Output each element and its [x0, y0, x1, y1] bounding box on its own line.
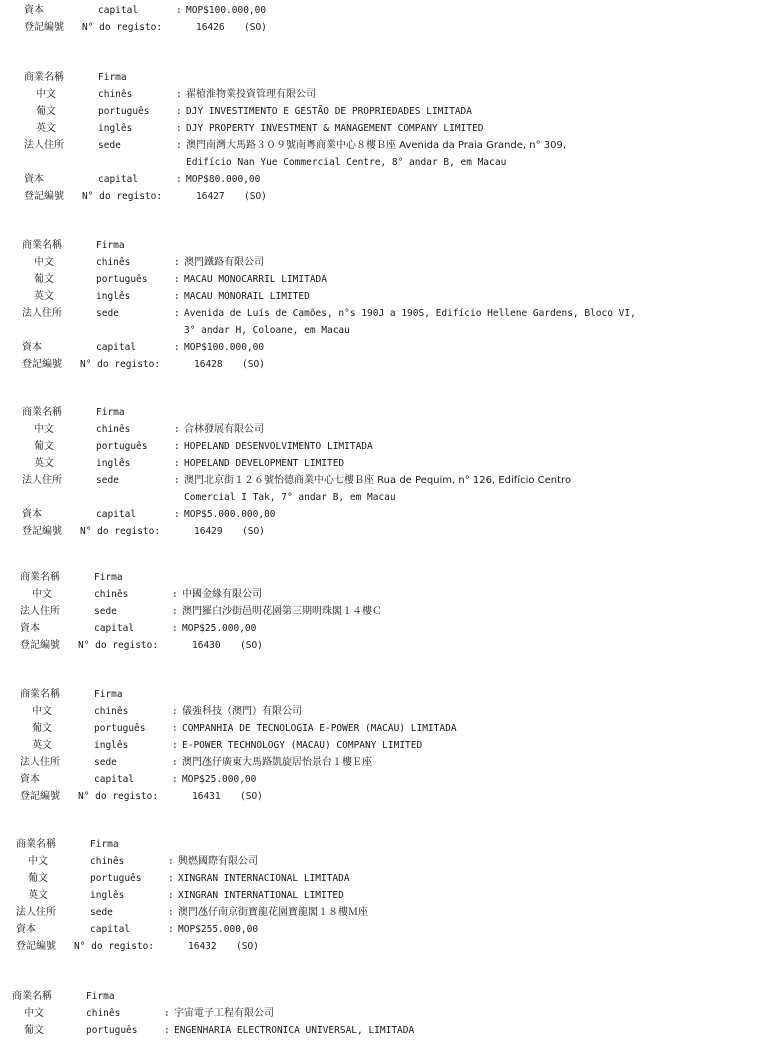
- sede-label-pt: sede: [94, 757, 117, 768]
- colon: :: [176, 106, 182, 117]
- colon: :: [164, 1025, 170, 1036]
- ingles-label-zh: 英文: [32, 740, 52, 751]
- registo-row: [24, 188, 744, 205]
- registo-suffix: (SO): [240, 640, 263, 651]
- sede-label-zh: 法人住所: [16, 907, 56, 918]
- registo-suffix: (SO): [242, 359, 265, 370]
- registo-number: 16429: [194, 526, 223, 537]
- portugues-label-pt: português: [98, 106, 150, 117]
- capital-label-pt: capital: [94, 623, 135, 634]
- ingles-label-zh: 英文: [34, 291, 54, 302]
- colon: :: [174, 308, 180, 319]
- capital-value: MOP$25.000,00: [182, 774, 257, 785]
- sede-row: [22, 305, 742, 339]
- colon: :: [168, 856, 174, 867]
- portugues-value: MACAU MONOCARRIL LIMITADA: [184, 274, 327, 285]
- ingles-value: HOPELAND DEVELOPMENT LIMITED: [184, 458, 345, 469]
- colon: :: [164, 1008, 170, 1019]
- registo-suffix: (SO): [244, 22, 267, 33]
- chines-value: 澳門鐵路有限公司: [184, 257, 264, 268]
- company-entry: [16, 836, 736, 955]
- capital-label-pt: capital: [96, 342, 137, 353]
- portugues-value: ENGENHARIA ELECTRONICA UNIVERSAL, LIMITADA: [174, 1025, 415, 1036]
- sede-row: [24, 137, 744, 171]
- chines-value: 宇宙電子工程有限公司: [174, 1008, 274, 1019]
- chines-label-pt: chinês: [96, 424, 131, 435]
- portugues-value: DJY INVESTIMENTO E GESTÃO DE PROPRIEDADES LIMITADA: [186, 106, 472, 117]
- chines-label-zh: 中文: [24, 1008, 44, 1019]
- portugues-value: HOPELAND DESENVOLVIMENTO LIMITADA: [184, 441, 373, 452]
- ingles-value: XINGRAN INTERNATIONAL LIMITED: [178, 890, 344, 901]
- sede-line-1: 澳門南灣大馬路３０９號南粵商業中心８樓Ｂ座 Avenida da Praia Grande, n° 309,: [186, 140, 567, 151]
- sede-value: [184, 305, 724, 339]
- firma-label-zh: 商業名稱: [16, 839, 56, 850]
- firma-row: [22, 404, 742, 421]
- chines-label-pt: chinês: [94, 706, 129, 717]
- colon: :: [174, 509, 180, 520]
- ingles-label-pt: inglês: [96, 291, 131, 302]
- ingles-value: MACAU MONORAIL LIMITED: [184, 291, 310, 302]
- capital-label-pt: capital: [94, 774, 135, 785]
- portugues-value: XINGRAN INTERNACIONAL LIMITADA: [178, 873, 350, 884]
- ingles-label-pt: inglês: [98, 123, 133, 134]
- portugues-label-zh: 葡文: [32, 723, 52, 734]
- sede-line-1: 澳門北京街１２６號怡德商業中心七樓Ｂ座 Rua de Pequim, n° 126, Edifício Centro: [184, 475, 572, 486]
- firma-label-zh: 商業名稱: [22, 240, 62, 251]
- registo-suffix: (SO): [244, 191, 267, 202]
- sede-label-pt: sede: [94, 606, 117, 617]
- colon: :: [174, 291, 180, 302]
- capital-row: [20, 620, 740, 637]
- company-entry: [22, 237, 742, 373]
- chines-row: [20, 703, 740, 720]
- firma-label-zh: 商業名稱: [12, 991, 52, 1002]
- ingles-row: [16, 887, 736, 904]
- sede-row: [20, 754, 740, 771]
- colon: :: [172, 774, 178, 785]
- registo-number: 16431: [192, 791, 221, 802]
- colon: :: [176, 123, 182, 134]
- capital-label-zh: 資本: [16, 924, 36, 935]
- capital-row: [22, 339, 742, 356]
- colon: :: [172, 623, 178, 634]
- capital-value: MOP$100.000,00: [186, 5, 267, 16]
- ingles-value: E-POWER TECHNOLOGY (MACAU) COMPANY LIMITED: [182, 740, 423, 751]
- company-entry: [24, 69, 744, 205]
- portugues-label-zh: 葡文: [28, 873, 48, 884]
- chines-value: 中國金緣有限公司: [182, 589, 262, 600]
- sede-value: 澳門氹仔南京街寶龍花園寶龍閣１８樓Ｍ座: [178, 907, 368, 918]
- chines-value: 興燃國際有限公司: [178, 856, 258, 867]
- chines-value: 翟植淮物業投資管理有限公司: [186, 89, 316, 100]
- registo-label-zh: 登記編號: [22, 359, 62, 370]
- portugues-label-zh: 葡文: [34, 274, 54, 285]
- registo-row: [24, 19, 744, 36]
- sede-line-2: Comercial I Tak, 7° andar B, em Macau: [184, 492, 396, 503]
- capital-label-pt: capital: [98, 174, 139, 185]
- portugues-row: [20, 720, 740, 737]
- company-entry: [20, 569, 740, 654]
- capital-label-pt: capital: [96, 509, 137, 520]
- sede-value: [186, 137, 726, 171]
- chines-label-pt: chinês: [90, 856, 125, 867]
- company-entry: [12, 988, 732, 1039]
- sede-value: 澳門羅白沙街邑明花園第三期明珠閣１４樓Ｃ: [182, 606, 382, 617]
- chines-value: 合林發展有限公司: [184, 424, 264, 435]
- chines-row: [20, 586, 740, 603]
- chines-label-pt: chinês: [86, 1008, 121, 1019]
- ingles-label-zh: 英文: [28, 890, 48, 901]
- colon: :: [176, 89, 182, 100]
- firma-label-zh: 商業名稱: [20, 689, 60, 700]
- chines-value: 儀強科技（澳門）有限公司: [182, 706, 302, 717]
- chines-row: [22, 421, 742, 438]
- colon: :: [174, 342, 180, 353]
- firma-row: [16, 836, 736, 853]
- sede-label-zh: 法人住所: [24, 140, 64, 151]
- sede-value: [184, 472, 724, 506]
- sede-label-pt: sede: [96, 308, 119, 319]
- capital-value: MOP$80.000,00: [186, 174, 261, 185]
- portugues-label-pt: português: [90, 873, 142, 884]
- capital-label-zh: 資本: [24, 5, 44, 16]
- colon: :: [168, 924, 174, 935]
- chines-row: [12, 1005, 732, 1022]
- portugues-row: [12, 1022, 732, 1039]
- capital-row: [24, 171, 744, 188]
- firma-label-pt: Firma: [96, 240, 125, 251]
- capital-label-zh: 資本: [24, 174, 44, 185]
- capital-label-zh: 資本: [22, 509, 42, 520]
- registo-label-pt: N° do registo:: [82, 191, 163, 202]
- capital-row: [20, 771, 740, 788]
- chines-label-zh: 中文: [34, 424, 54, 435]
- registo-label-zh: 登記編號: [16, 941, 56, 952]
- registo-number: 16430: [192, 640, 221, 651]
- capital-label-pt: capital: [90, 924, 131, 935]
- firma-row: [22, 237, 742, 254]
- capital-label-pt: capital: [98, 5, 139, 16]
- entry-top-remnant: [24, 2, 744, 36]
- colon: :: [172, 723, 178, 734]
- firma-row: [20, 569, 740, 586]
- firma-label-pt: Firma: [94, 572, 123, 583]
- firma-row: [12, 988, 732, 1005]
- company-entry: [20, 686, 740, 805]
- chines-label-zh: 中文: [36, 89, 56, 100]
- registo-label-zh: 登記編號: [20, 640, 60, 651]
- capital-row: [22, 506, 742, 523]
- sede-line-2: 3° andar H, Coloane, em Macau: [184, 325, 350, 336]
- registo-row: [16, 938, 736, 955]
- sede-row: [20, 603, 740, 620]
- ingles-label-pt: inglês: [94, 740, 129, 751]
- chines-label-pt: chinês: [94, 589, 129, 600]
- registo-label-zh: 登記編號: [20, 791, 60, 802]
- chines-row: [24, 86, 744, 103]
- registo-label-pt: N° do registo:: [78, 791, 159, 802]
- registo-label-zh: 登記編號: [24, 191, 64, 202]
- firma-label-pt: Firma: [94, 689, 123, 700]
- registo-suffix: (SO): [240, 791, 263, 802]
- colon: :: [168, 907, 174, 918]
- chines-label-pt: chinês: [96, 257, 131, 268]
- colon: :: [172, 706, 178, 717]
- sede-label-zh: 法人住所: [20, 606, 60, 617]
- colon: :: [172, 740, 178, 751]
- sede-row: [22, 472, 742, 506]
- firma-label-pt: Firma: [90, 839, 119, 850]
- firma-row: [20, 686, 740, 703]
- colon: :: [172, 589, 178, 600]
- registo-label-pt: N° do registo:: [80, 526, 161, 537]
- sede-value: 澳門氹仔廣東大馬路凱旋居怡景台１樓Ｅ座: [182, 757, 372, 768]
- chines-label-zh: 中文: [34, 257, 54, 268]
- firma-row: [24, 69, 744, 86]
- sede-label-zh: 法人住所: [22, 308, 62, 319]
- registo-row: [20, 637, 740, 654]
- registo-number: 16428: [194, 359, 223, 370]
- capital-value: MOP$255.000,00: [178, 924, 259, 935]
- sede-line-1: Avenida de Luís de Camões, n°s 190J a 190S, Edifício Hellene Gardens, Bloco VI,: [184, 308, 636, 319]
- portugues-label-zh: 葡文: [36, 106, 56, 117]
- capital-value: MOP$25.000,00: [182, 623, 257, 634]
- registo-label-zh: 登記編號: [24, 22, 64, 33]
- portugues-label-zh: 葡文: [24, 1025, 44, 1036]
- registo-number: 16432: [188, 941, 217, 952]
- capital-label-zh: 資本: [22, 342, 42, 353]
- colon: :: [174, 458, 180, 469]
- colon: :: [174, 257, 180, 268]
- sede-label-zh: 法人住所: [20, 757, 60, 768]
- colon: :: [176, 5, 182, 16]
- portugues-label-pt: português: [96, 441, 148, 452]
- colon: :: [174, 274, 180, 285]
- colon: :: [168, 890, 174, 901]
- portugues-label-pt: português: [94, 723, 146, 734]
- sede-label-zh: 法人住所: [22, 475, 62, 486]
- registo-label-pt: N° do registo:: [82, 22, 163, 33]
- firma-label-zh: 商業名稱: [20, 572, 60, 583]
- firma-label-pt: Firma: [86, 991, 115, 1002]
- capital-value: MOP$5.000.000,00: [184, 509, 276, 520]
- ingles-row: [24, 120, 744, 137]
- firma-label-zh: 商業名稱: [22, 407, 62, 418]
- sede-label-pt: sede: [90, 907, 113, 918]
- chines-row: [22, 254, 742, 271]
- sede-label-pt: sede: [96, 475, 119, 486]
- company-entry: [22, 404, 742, 540]
- colon: :: [174, 424, 180, 435]
- capital-row: [16, 921, 736, 938]
- ingles-label-pt: inglês: [96, 458, 131, 469]
- portugues-row: [22, 438, 742, 455]
- portugues-label-pt: português: [86, 1025, 138, 1036]
- registo-number: 16426: [196, 22, 225, 33]
- colon: :: [174, 441, 180, 452]
- registo-label-zh: 登記編號: [22, 526, 62, 537]
- colon: :: [168, 873, 174, 884]
- firma-label-zh: 商業名稱: [24, 72, 64, 83]
- colon: :: [172, 606, 178, 617]
- chines-label-zh: 中文: [32, 589, 52, 600]
- registo-number: 16427: [196, 191, 225, 202]
- firma-label-pt: Firma: [96, 407, 125, 418]
- registo-label-pt: N° do registo:: [78, 640, 159, 651]
- portugues-row: [24, 103, 744, 120]
- ingles-row: [20, 737, 740, 754]
- ingles-row: [22, 455, 742, 472]
- capital-label-zh: 資本: [20, 774, 40, 785]
- portugues-label-zh: 葡文: [34, 441, 54, 452]
- colon: :: [176, 140, 182, 151]
- ingles-value: DJY PROPERTY INVESTMENT & MANAGEMENT COMPANY LIMITED: [186, 123, 484, 134]
- registo-row: [22, 523, 742, 540]
- registo-row: [20, 788, 740, 805]
- chines-row: [16, 853, 736, 870]
- sede-line-2: Edifício Nan Yue Commercial Centre, 8° andar B, em Macau: [186, 157, 507, 168]
- registo-suffix: (SO): [236, 941, 259, 952]
- ingles-label-pt: inglês: [90, 890, 125, 901]
- chines-label-zh: 中文: [32, 706, 52, 717]
- colon: :: [174, 475, 180, 486]
- portugues-value: COMPANHIA DE TECNOLOGIA E-POWER (MACAU) LIMITADA: [182, 723, 457, 734]
- ingles-label-zh: 英文: [34, 458, 54, 469]
- ingles-row: [22, 288, 742, 305]
- colon: :: [176, 174, 182, 185]
- chines-label-pt: chinês: [98, 89, 133, 100]
- portugues-row: [22, 271, 742, 288]
- sede-row: [16, 904, 736, 921]
- registo-label-pt: N° do registo:: [80, 359, 161, 370]
- capital-row: [24, 2, 744, 19]
- capital-label-zh: 資本: [20, 623, 40, 634]
- chines-label-zh: 中文: [28, 856, 48, 867]
- firma-label-pt: Firma: [98, 72, 127, 83]
- capital-value: MOP$100.000,00: [184, 342, 265, 353]
- registo-row: [22, 356, 742, 373]
- portugues-row: [16, 870, 736, 887]
- ingles-label-zh: 英文: [36, 123, 56, 134]
- portugues-label-pt: português: [96, 274, 148, 285]
- colon: :: [172, 757, 178, 768]
- sede-label-pt: sede: [98, 140, 121, 151]
- registo-label-pt: N° do registo:: [74, 941, 155, 952]
- registo-suffix: (SO): [242, 526, 265, 537]
